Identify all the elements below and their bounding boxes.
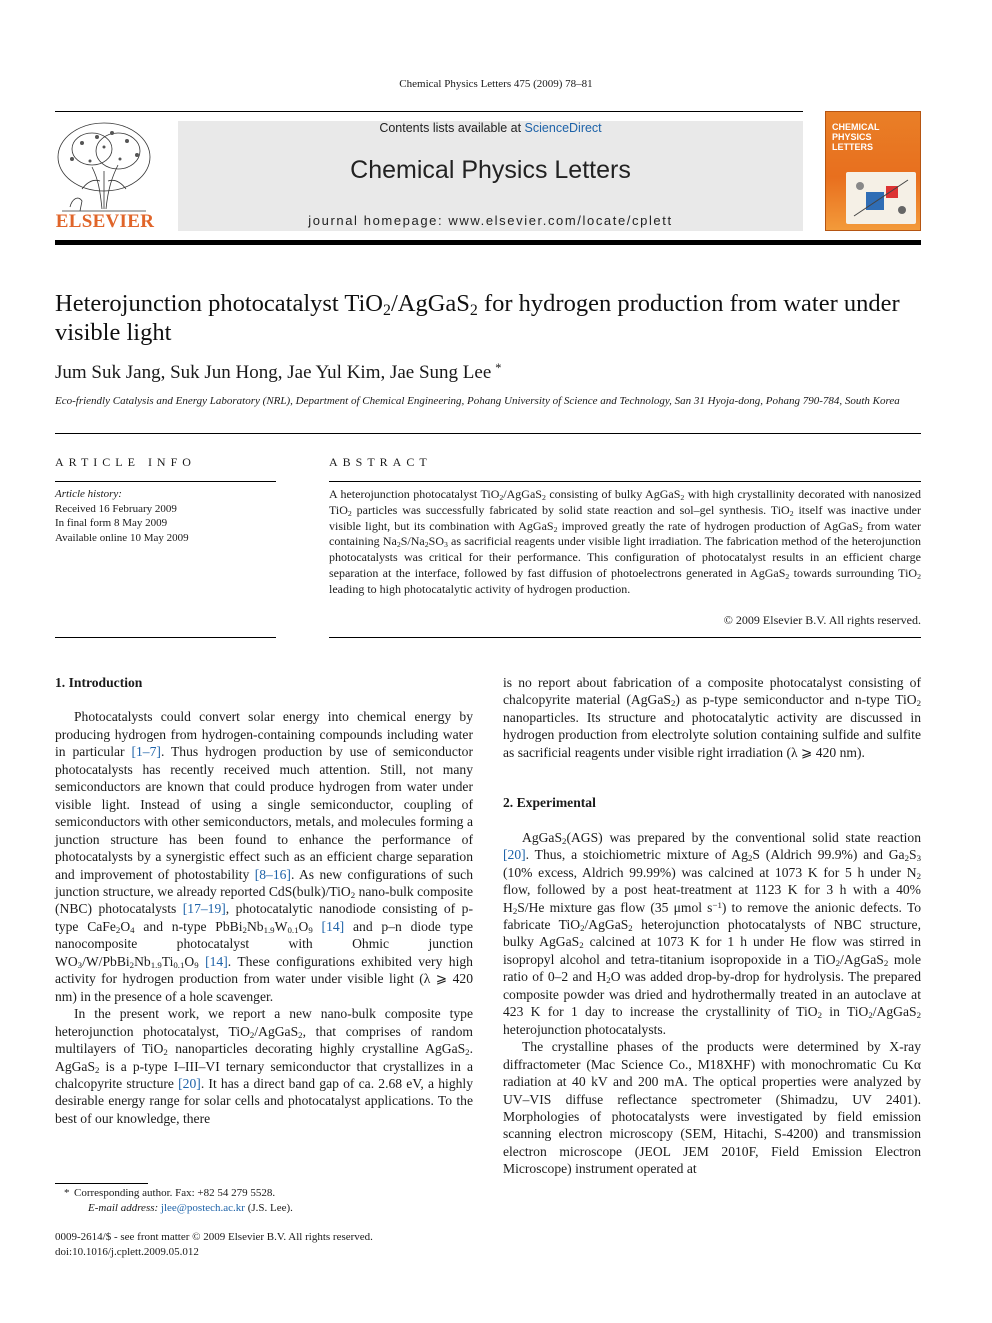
journal-cover-thumbnail xyxy=(825,111,921,231)
footer-issn: 0009-2614/$ - see front matter © 2009 Elsevier B.V. All rights reserved. xyxy=(55,1231,373,1243)
revised-date: In final form 8 May 2009 xyxy=(55,517,168,529)
citation-link[interactable]: [14] xyxy=(205,953,228,969)
citation-link[interactable]: [20] xyxy=(178,1075,201,1091)
footnote-corresponding: * Corresponding author. Fax: +82 54 279 5528. xyxy=(64,1187,276,1199)
masthead-top-rule xyxy=(55,111,803,112)
citation-link[interactable]: [17–19] xyxy=(182,901,226,917)
article-title: Heterojunction photocatalyst TiO$_2$/AgGaS$_2$ for hydrogen production from water under visible light xyxy=(55,290,900,346)
cover-title: CHEMICAL PHYSICS LETTERS xyxy=(832,122,880,152)
journal-homepage[interactable]: journal homepage: www.elsevier.com/locate/cplett xyxy=(308,213,673,228)
abstract-copyright: © 2009 Elsevier B.V. All rights reserved. xyxy=(723,613,921,627)
body-column-left xyxy=(55,674,473,1127)
citation-link[interactable]: [20] xyxy=(503,847,526,863)
abstract-text: A heterojunction photocatalyst TiO$_2$/AgGaS$_2$ consisting of bulky AgGaS$_2$ with high crystallinity decorated with nanosized TiO$_2$ particles was successfully fabricated by solid state reaction and sol–gel synthesis. TiO$_2$ itself was inactive under visible light, but its combination with AgGaS$_2$ improved greatly the rate of hydrogen production of AgGaS$_2$ from water containing $Na_2S/Na_2SO_3$ as sacrificial reagents under visible light irradiation. The fabrication method of the heterojunction photocatalysts was critical for their performance. This configuration of photocatalyst results in an efficient charge separation at the interface, followed by fast diffusion of photoelectrons generated in AgGaS$_2$ towards surrounding TiO$_2$ leading to high photocatalytic activity of hydrogen production. xyxy=(329,487,922,596)
publisher-name: ELSEVIER xyxy=(55,211,155,232)
journal-name: Chemical Physics Letters xyxy=(350,156,631,184)
contents-line xyxy=(178,121,803,135)
author-list: Jum Suk Jang, Suk Jun Hong, Jae Yul Kim, Jae Sung Lee * xyxy=(55,361,502,383)
received-date: Received 16 February 2009 xyxy=(55,502,177,515)
abstract-rule xyxy=(329,481,921,482)
footnote-rule xyxy=(55,1183,148,1184)
running-head: Chemical Physics Letters 475 (2009) 78–81 xyxy=(399,78,593,90)
exp-paragraph-1: AgGaS$_2$(AGS) was prepared by the conventional solid state reaction [20]. Thus, a stoichiometric mixture of $Ag_2S$ (Aldrich 99.9%) and $Ga_2S_3$ (10% excess, Aldrich 99.99%) was calcined at 1073 K for 5 h under $N_2$ flow, followed by a post heat-treatment at 1123 K for 3 h with a 40% $H_2S/He$ mixture gas flow (35 μmol $s^{-1}$) to remove the anionic defects. To fabricate TiO$_2$/AgGaS$_2$ heterojunction photocatalysts of NBC structure, bulky AgGaS$_2$ calcined at 1073 K for 1 h under He flow was stirred in isopropyl alcohol and tetra-titanium isopropoxide in a TiO$_2$/AgGaS$_2$ mole ratio of 0–2 and $H_2O$ was added drop-by-drop for hydrolysis. The prepared composite powder was dried and hydrothermally treated in an autoclave at 423 K for 1 day to increase the crystallinity of TiO$_2$ in TiO$_2$/AgGaS$_2$ heterojunction photocatalysts. xyxy=(503,829,922,1037)
contents-prefix: Contents lists available at xyxy=(379,121,525,135)
exp-paragraph-2: The crystalline phases of the products were determined by X-ray diffractometer (Mac Science Co., M18XHF) with monochromatic Cu Kα radiation at 40 kV and 200 mA. The optical properties were analyzed by UV–VIS diffuse reflectance spectrometer (Shimadzu, UV 2401). Morphologies of photocatalysts were investigated by field emission scanning electron microscopy (SEM, Hitachi, S-4200) and transmission electron microscope (JEOL JEM 2010F, Field Emission Electron Microscope) instrument operated at xyxy=(503,1039,921,1177)
intro-paragraph-1: Photocatalysts could convert solar energy into chemical energy by producing hydrogen from hydrogen-containing compounds including water in particular [1–7]. Thus hydrogen production by use of semiconductor photocatalysts has recently received much attention. Still, not many semiconductors are known that could produce hydrogen from water under visible light. Instead of using a single semiconductor, coupling of semiconductors with other semiconductors, metals, and molecules forming a junction structure has been found to enhance the performance of photocatalysts by a synergistic effect such as an efficient charge separation and improvement of photostability [8–16]. As new configurations of such junction structure, we already reported CdS(bulk)/TiO$_2$ nano-bulk composite (NBC) photocatalysts [17–19], photocatalytic nanodiode consisting of p-type $CaFe_2O_4$ and n-type $PbBi_2Nb_{1.9}W_{0.1}O_9$ [14] and p–n diode type nanocomposite photocatalyst with Ohmic junction $WO_3/W/PbBi_2Nb_{1.9}Ti_{0.1}O_9$ [14]. These configurations exhibited very high activity for hydrogen production from water under visible light (λ ⩾ 420 nm) in the presence of a hole scavenger. xyxy=(55,709,474,1004)
footnote-email: E-mail address: jlee@postech.ac.kr (J.S. Lee). xyxy=(88,1201,293,1214)
body-column-right xyxy=(503,674,921,1178)
footer-doi[interactable]: doi:10.1016/j.cplett.2009.05.012 xyxy=(55,1245,199,1258)
abstract-bottom-rule xyxy=(329,637,921,638)
article-info-bottom-rule xyxy=(55,637,276,638)
affiliation: Eco-friendly Catalysis and Energy Laboratory (NRL), Department of Chemical Engineering, Pohang University of Science and Technology, San 31 Hyoja-dong, Pohang 790-784, South Korea xyxy=(55,395,900,407)
masthead-thick-rule xyxy=(55,240,921,245)
author-email-link[interactable]: jlee@postech.ac.kr xyxy=(160,1201,245,1214)
intro-paragraph-2-cont: is no report about fabrication of a composite photocatalyst consisting of chalcopyrite material (AgGaS$_2$) as p-type semiconductor and n-type TiO$_2$ nanoparticles. Its structure and photocatalytic activity are discussed in hydrogen production from electrolyte solution containing sulfide and sulfite as sacrificial reagents under visible right irradiation (λ ⩾ 420 nm). xyxy=(503,675,921,760)
citation-link[interactable]: [1–7] xyxy=(131,744,161,760)
section-heading-experimental: 2. Experimental xyxy=(503,795,596,811)
intro-paragraph-2: In the present work, we report a new nano-bulk composite type heterojunction photocatalyst, TiO$_2$/AgGaS$_2$, that comprises of random multilayers of TiO$_2$ nanoparticles decorating highly crystalline AgGaS$_2$. AgGaS$_2$ is a p-type I–III–VI ternary semiconductor that crystallizes in a chalcopyrite structure [20]. It has a direct band gap of ca. 2.68 eV, a highly desirable energy range for solar cells and photocatalyst applications. To the best of our knowledge, there xyxy=(55,1006,474,1126)
article-history xyxy=(55,487,189,545)
citation-link[interactable]: [8–16] xyxy=(254,866,291,882)
header-rule xyxy=(55,433,921,434)
article-info-heading: ARTICLE INFO xyxy=(55,455,196,469)
article-info-rule xyxy=(55,481,276,482)
cover-illustration xyxy=(846,172,916,224)
online-date: Available online 10 May 2009 xyxy=(55,531,189,544)
footnote xyxy=(55,1186,293,1215)
abstract-heading: ABSTRACT xyxy=(329,455,432,469)
section-heading-introduction: 1. Introduction xyxy=(55,675,143,690)
citation-link[interactable]: [14] xyxy=(321,918,345,934)
page-footer xyxy=(55,1230,373,1259)
corresponding-author-mark[interactable]: * xyxy=(495,361,502,376)
history-label: Article history: xyxy=(55,488,122,500)
sciencedirect-link[interactable]: ScienceDirect xyxy=(524,121,602,135)
